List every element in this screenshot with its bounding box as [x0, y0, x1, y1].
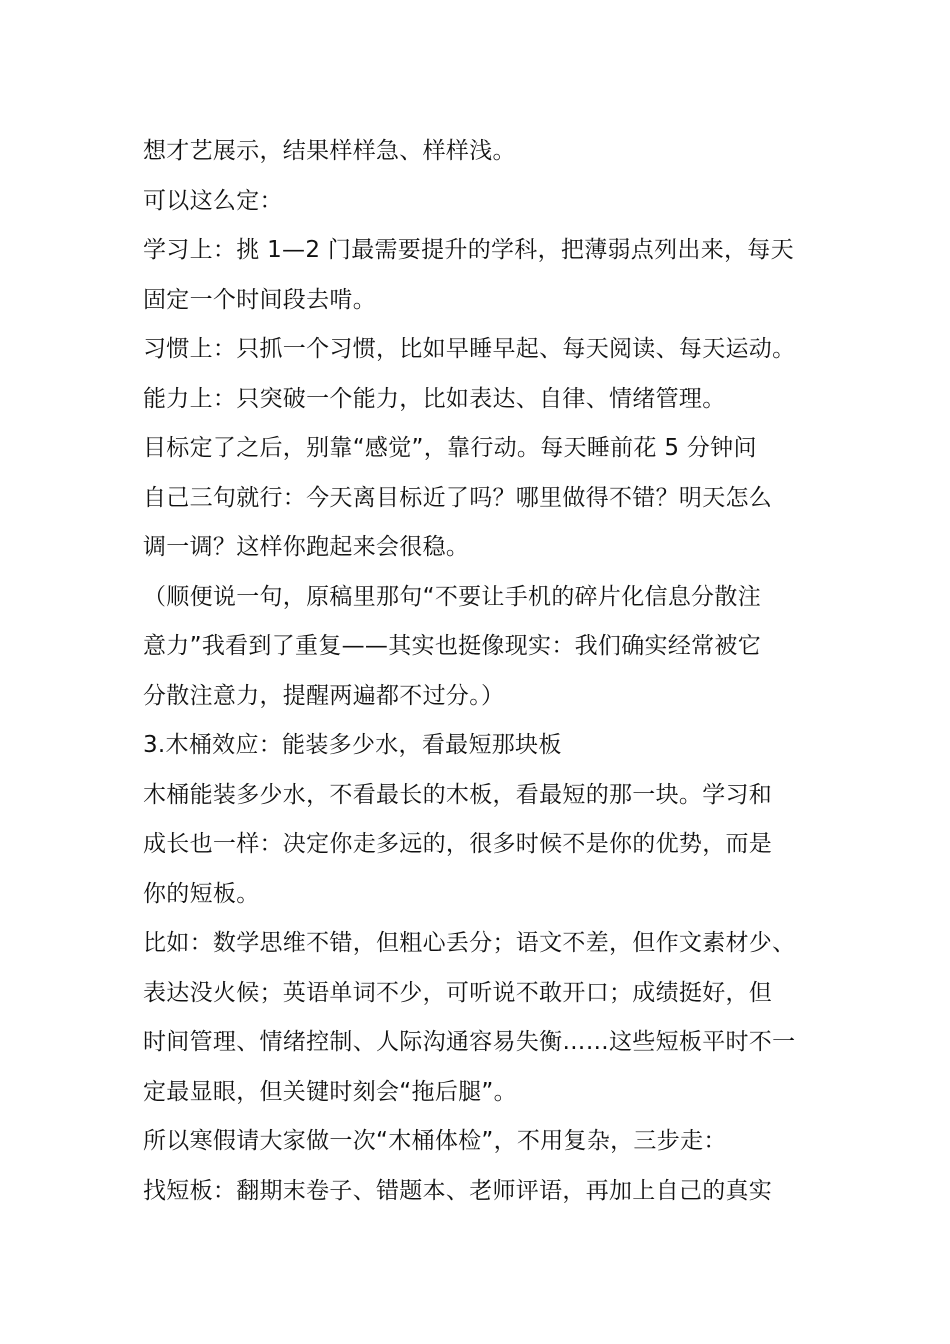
document-body [143, 127, 833, 1216]
text-line: 比如：数学思维不错，但粗心丢分；语文不差，但作文素材少、 [143, 930, 796, 956]
text-line: 调一调？这样你跑起来会很稳。 [143, 534, 470, 560]
text-line: 你的短板。 [143, 880, 260, 907]
text-line: 习惯上：只抓一个习惯，比如早睡早起、每天阅读、每天运动。 [143, 336, 796, 362]
text-line: 找短板：翻期末卷子、错题本、老师评语，再加上自己的真实 [143, 1177, 773, 1204]
text-line: 目标定了之后，别靠“感觉”，靠行动。每天睡前花 5 分钟问 [143, 435, 757, 461]
text-line: 自己三句就行：今天离目标近了吗？哪里做得不错？明天怎么 [143, 484, 773, 511]
text-line: 木桶能装多少水，不看最长的木板，看最短的那一块。学习和 [143, 781, 773, 808]
text-line: 可以这么定： [143, 187, 283, 214]
text-line: 想才艺展示，结果样样急、样样浅。 [143, 138, 516, 164]
text-line: 表达没火候；英语单词不少，可听说不敢开口；成绩挺好，但 [143, 979, 773, 1006]
text-line: 定最显眼，但关键时刻会“拖后腿”。 [143, 1078, 517, 1105]
section-heading: 3.木桶效应：能装多少水，看最短那块板 [143, 732, 562, 758]
text-line: 学习上：挑 1—2 门最需要提升的学科，把薄弱点列出来，每天 [143, 237, 794, 263]
text-line: （顺便说一句，原稿里那句“不要让手机的碎片化信息分散注 [143, 583, 762, 610]
text-line: 时间管理、情绪控制、人际沟通容易失衡……这些短板平时不一 [143, 1029, 796, 1055]
text-line: 固定一个时间段去啃。 [143, 286, 376, 313]
text-line: 分散注意力，提醒两遍都不过分。） [143, 682, 505, 709]
text-line: 意力”我看到了重复——其实也挺像现实：我们确实经常被它 [143, 633, 762, 659]
text-line: 成长也一样：决定你走多远的，很多时候不是你的优势，而是 [143, 831, 773, 857]
text-line: 能力上：只突破一个能力，比如表达、自律、情绪管理。 [143, 385, 726, 412]
text-line: 所以寒假请大家做一次“木桶体检”，不用复杂，三步走： [143, 1128, 727, 1154]
